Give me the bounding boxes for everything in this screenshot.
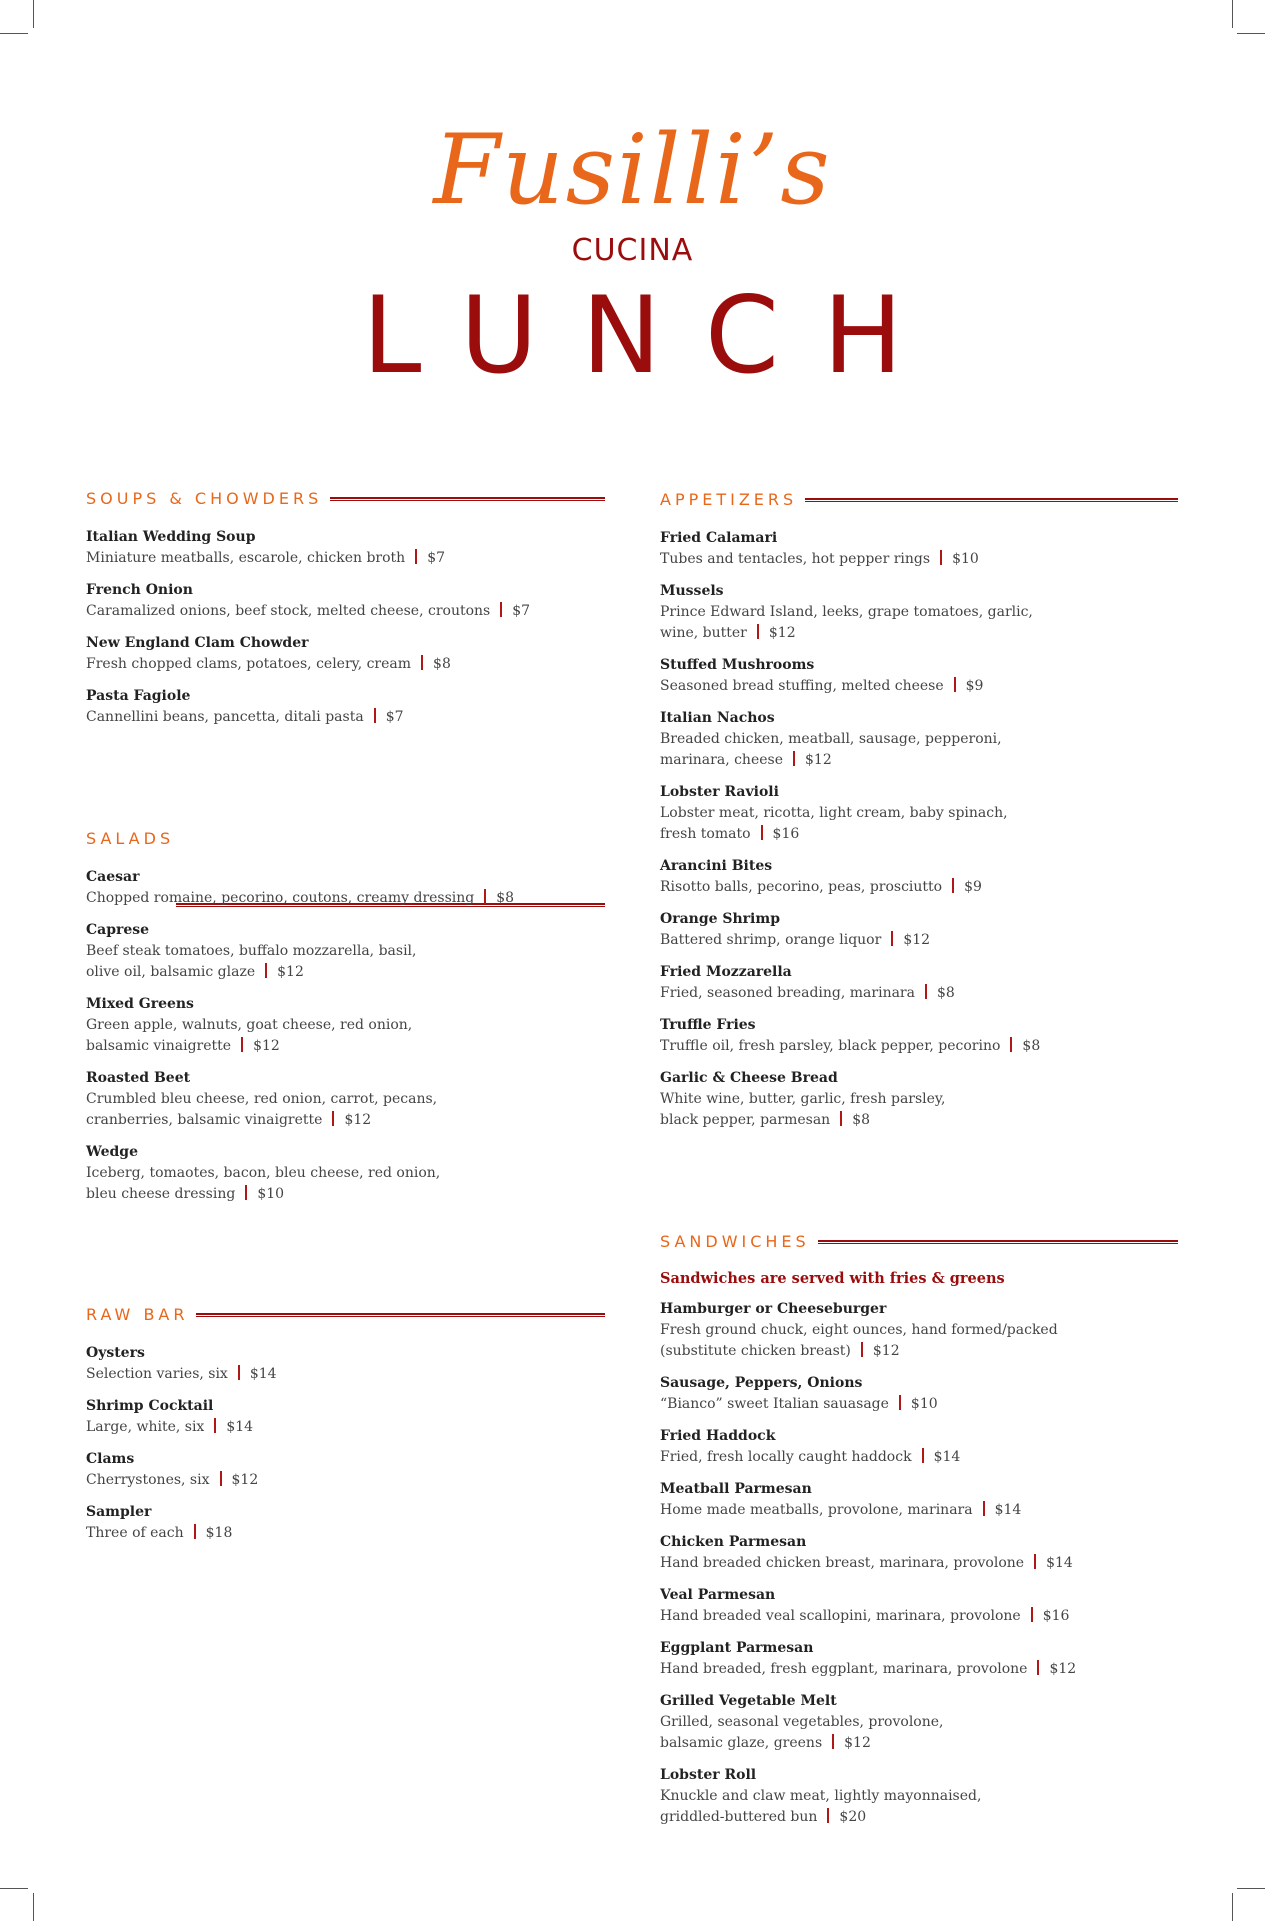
price-separator — [1010, 1037, 1012, 1052]
price-separator — [840, 1111, 842, 1126]
item-description-text: Seasoned bread stuffing, melted cheese — [660, 678, 944, 694]
item-description — [86, 1523, 605, 1544]
item-description — [660, 1341, 1178, 1362]
item-price: $20 — [839, 1809, 867, 1825]
item-description — [660, 549, 1178, 570]
item-name: Mussels — [660, 583, 724, 599]
item-description — [86, 1364, 605, 1385]
item-description-text: Battered shrimp, orange liquor — [660, 932, 882, 948]
item-description-text: Cherrystones, six — [86, 1472, 210, 1488]
item-name: Fried Calamari — [660, 530, 778, 546]
item-description — [660, 1500, 1178, 1521]
menu-item — [86, 1502, 605, 1544]
menu-item — [660, 708, 1178, 771]
price-separator — [214, 1418, 216, 1433]
item-description — [86, 601, 605, 622]
item-name: Italian Wedding Soup — [86, 529, 256, 545]
item-description — [660, 1036, 1178, 1057]
item-description-text: White wine, butter, garlic, fresh parsley, — [660, 1091, 946, 1107]
menu-item — [86, 1343, 605, 1385]
menu-item — [86, 1142, 605, 1205]
item-name: Sampler — [86, 1504, 152, 1520]
item-name: Fried Haddock — [660, 1428, 776, 1444]
item-description-text: black pepper, parmesan — [660, 1112, 831, 1128]
item-price: $8 — [852, 1112, 871, 1128]
item-name: Italian Nachos — [660, 710, 775, 726]
item-name: Clams — [86, 1451, 135, 1467]
price-separator — [238, 1365, 240, 1380]
item-price: $12 — [844, 1735, 871, 1751]
crop-mark — [33, 0, 34, 28]
section-header — [86, 1302, 605, 1326]
item-price: $12 — [768, 625, 796, 641]
item-description-text: “Bianco” sweet Italian sauasage — [660, 1396, 889, 1412]
menu-item — [86, 686, 605, 728]
item-description — [86, 1110, 605, 1131]
item-description — [660, 1320, 1178, 1341]
item-price: $10 — [952, 551, 979, 567]
item-description — [86, 962, 605, 983]
item-name: Caesar — [86, 869, 140, 885]
item-description — [660, 1786, 1178, 1807]
item-name: Sausage, Peppers, Onions — [660, 1375, 863, 1391]
item-description — [86, 1417, 605, 1438]
item-name: Lobster Ravioli — [660, 784, 779, 800]
item-price: $8 — [496, 890, 515, 906]
item-price: $10 — [910, 1396, 938, 1412]
menu-item — [660, 1638, 1178, 1680]
item-description — [86, 548, 605, 569]
menu-item — [86, 1396, 605, 1438]
item-price: $10 — [257, 1186, 285, 1202]
item-description — [86, 1015, 605, 1036]
menu-item — [660, 1765, 1178, 1828]
item-name: Meatball Parmesan — [660, 1481, 812, 1497]
price-separator — [861, 1342, 863, 1357]
item-description-text: balsamic vinaigrette — [86, 1038, 232, 1054]
item-price: $12 — [805, 752, 832, 768]
item-description-text: Lobster meat, ricotta, light cream, baby spinach, — [660, 805, 1008, 821]
item-description — [660, 1447, 1178, 1468]
item-description — [660, 1110, 1178, 1131]
price-separator — [484, 889, 486, 904]
menu-item — [660, 528, 1178, 570]
price-separator — [827, 1808, 829, 1823]
item-description — [86, 888, 605, 909]
item-description-text: fresh tomato — [660, 826, 751, 842]
item-description — [660, 676, 1178, 697]
menu-item — [660, 655, 1178, 697]
menu-item — [660, 782, 1178, 845]
price-separator — [220, 1471, 222, 1486]
section-rule — [196, 1313, 605, 1317]
menu-item — [660, 1585, 1178, 1627]
item-description — [660, 1089, 1178, 1110]
item-name: New England Clam Chowder — [86, 635, 309, 651]
section-title: SALADS — [86, 828, 175, 848]
item-price: $18 — [205, 1525, 233, 1541]
item-description-text: Breaded chicken, meatball, sausage, pepperoni, — [660, 731, 1002, 747]
item-name: Grilled Vegetable Melt — [660, 1693, 837, 1709]
section-rule — [330, 497, 605, 501]
crop-mark — [1232, 0, 1233, 28]
item-description-text: balsamic glaze, greens — [660, 1735, 823, 1751]
menu-item — [660, 1068, 1178, 1131]
menu-section — [660, 1229, 1178, 1839]
item-description-text: Truffle oil, fresh parsley, black pepper, pecorino — [660, 1038, 1001, 1054]
price-separator — [241, 1037, 243, 1052]
price-separator — [954, 677, 956, 692]
item-price: $14 — [1046, 1555, 1073, 1571]
item-description-text: Prince Edward Island, leeks, grape tomatoes, garlic, — [660, 604, 1033, 620]
item-description-text: Three of each — [86, 1525, 184, 1541]
item-name: Chicken Parmesan — [660, 1534, 807, 1550]
item-description — [660, 1733, 1178, 1754]
item-description — [660, 1394, 1178, 1415]
menu-item — [660, 1426, 1178, 1468]
item-description — [660, 602, 1178, 623]
price-separator — [925, 984, 927, 999]
item-name: Wedge — [86, 1144, 138, 1160]
menu-item — [86, 920, 605, 983]
menu-item — [660, 909, 1178, 951]
item-price: $14 — [249, 1366, 277, 1382]
item-price: $14 — [226, 1419, 254, 1435]
menu-item — [660, 581, 1178, 644]
crop-mark — [1232, 1893, 1233, 1921]
item-description-text: Large, white, six — [86, 1419, 205, 1435]
section-title: APPETIZERS — [660, 489, 798, 509]
item-name: Caprese — [86, 922, 150, 938]
item-description — [86, 707, 605, 728]
item-description-text: cranberries, balsamic vinaigrette — [86, 1112, 323, 1128]
item-description-text: (substitute chicken breast) — [660, 1343, 851, 1359]
item-description — [86, 941, 605, 962]
item-price: $12 — [1049, 1661, 1077, 1677]
item-price: $14 — [994, 1502, 1022, 1518]
item-description — [86, 1470, 605, 1491]
price-separator — [245, 1185, 247, 1200]
brand-subtitle: CUCINA — [571, 233, 694, 268]
menu-item — [86, 1449, 605, 1491]
item-name: French Onion — [86, 582, 193, 598]
item-price: $8 — [1022, 1038, 1041, 1054]
section-header — [660, 1229, 1178, 1253]
item-price: $12 — [253, 1038, 280, 1054]
section-header — [86, 486, 605, 510]
item-description — [660, 1606, 1178, 1627]
item-description-text: wine, butter — [660, 625, 747, 641]
crop-mark — [33, 1893, 34, 1921]
price-separator — [832, 1734, 834, 1749]
item-price: $8 — [936, 985, 955, 1001]
price-separator — [891, 931, 893, 946]
item-name: Truffle Fries — [660, 1017, 756, 1033]
item-description — [660, 1712, 1178, 1733]
brand-logo-script: Fusilli’s — [433, 114, 832, 226]
price-separator — [793, 751, 795, 766]
price-separator — [922, 1448, 924, 1463]
price-separator — [899, 1395, 901, 1410]
item-name: Eggplant Parmesan — [660, 1640, 814, 1656]
price-separator — [265, 963, 267, 978]
menu-item — [660, 962, 1178, 1004]
crop-mark — [0, 1888, 28, 1889]
menu-title: LUNCH — [362, 274, 947, 397]
item-description-text: Home made meatballs, provolone, marinara — [660, 1502, 973, 1518]
price-separator — [940, 550, 942, 565]
price-separator — [983, 1501, 985, 1516]
item-description-text: Crumbled bleu cheese, red onion, carrot, pecans, — [86, 1091, 438, 1107]
section-header — [660, 487, 1178, 511]
item-description-text: Cannellini beans, pancetta, ditali pasta — [86, 709, 364, 725]
price-separator — [332, 1111, 334, 1126]
item-description — [660, 1659, 1178, 1680]
item-description-text: Chopped romaine, pecorino, coutons, creamy dressing — [86, 890, 475, 906]
item-description-text: Hand breaded veal scallopini, marinara, provolone — [660, 1608, 1021, 1624]
section-title: SOUPS & CHOWDERS — [86, 488, 323, 508]
item-description — [660, 729, 1178, 750]
item-name: Roasted Beet — [86, 1070, 191, 1086]
item-description — [86, 1036, 605, 1057]
item-description — [660, 983, 1178, 1004]
item-name: Arancini Bites — [660, 858, 773, 874]
menu-item — [86, 1068, 605, 1131]
item-name: Hamburger or Cheeseburger — [660, 1301, 887, 1317]
menu-item — [86, 580, 605, 622]
crop-mark — [1237, 33, 1265, 34]
section-title: RAW BAR — [86, 1304, 189, 1324]
menu-item — [86, 527, 605, 569]
item-price: $14 — [933, 1449, 961, 1465]
item-description-text: bleu cheese dressing — [86, 1186, 236, 1202]
item-description — [660, 877, 1178, 898]
item-description-text: griddled-buttered bun — [660, 1809, 818, 1825]
item-price: $9 — [965, 678, 984, 694]
item-description-text: Tubes and tentacles, hot pepper rings — [660, 551, 931, 567]
item-description — [660, 824, 1178, 845]
menu-section — [86, 826, 605, 1216]
item-description-text: Fresh ground chuck, eight ounces, hand formed/packed — [660, 1322, 1058, 1338]
crop-mark — [1237, 1888, 1265, 1889]
crop-mark — [0, 33, 28, 34]
item-description — [660, 930, 1178, 951]
item-price: $9 — [964, 879, 982, 895]
price-separator — [415, 549, 417, 564]
price-separator — [761, 825, 763, 840]
item-description-text: marinara, cheese — [660, 752, 783, 768]
item-price: $16 — [1042, 1608, 1070, 1624]
item-description — [660, 1553, 1178, 1574]
price-separator — [1031, 1607, 1033, 1622]
item-description — [660, 750, 1178, 771]
item-description-text: Hand breaded, fresh eggplant, marinara, provolone — [660, 1661, 1028, 1677]
item-price: $12 — [903, 932, 931, 948]
item-price: $12 — [277, 964, 304, 980]
item-name: Mixed Greens — [86, 996, 194, 1012]
price-separator — [500, 602, 502, 617]
item-price: $7 — [512, 603, 531, 619]
item-description — [86, 654, 605, 675]
item-name: Orange Shrimp — [660, 911, 780, 927]
item-name: Shrimp Cocktail — [86, 1398, 214, 1414]
item-price: $7 — [385, 709, 404, 725]
item-description-text: Fried, fresh locally caught haddock — [660, 1449, 912, 1465]
price-separator — [374, 708, 376, 723]
menu-item — [660, 1373, 1178, 1415]
item-name: Pasta Fagiole — [86, 688, 191, 704]
item-description-text: Risotto balls, pecorino, peas, prosciutto — [660, 879, 943, 895]
item-description-text: Hand breaded chicken breast, marinara, provolone — [660, 1555, 1025, 1571]
item-description — [660, 803, 1178, 824]
menu-section — [86, 486, 605, 739]
menu-item — [86, 867, 605, 909]
item-name: Lobster Roll — [660, 1767, 757, 1783]
menu-item — [660, 1691, 1178, 1754]
section-rule — [818, 1240, 1178, 1244]
item-description-text: olive oil, balsamic glaze — [86, 964, 256, 980]
item-description-text: Fresh chopped clams, potatoes, celery, cream — [86, 656, 412, 672]
item-description-text: Fried, seasoned breading, marinara — [660, 985, 915, 1001]
price-separator — [194, 1524, 196, 1539]
item-description-text: Beef steak tomatoes, buffalo mozzarella, basil, — [86, 943, 417, 959]
item-price: $16 — [772, 826, 800, 842]
item-description — [660, 1807, 1178, 1828]
item-description-text: Selection varies, six — [86, 1366, 228, 1382]
item-name: Oysters — [86, 1345, 145, 1361]
item-description-text: Miniature meatballs, escarole, chicken broth — [86, 550, 406, 566]
item-description-text: Knuckle and claw meat, lightly mayonnaised, — [660, 1788, 982, 1804]
item-description — [86, 1089, 605, 1110]
menu-item — [660, 856, 1178, 898]
item-name: Veal Parmesan — [660, 1587, 776, 1603]
section-title: SANDWICHES — [660, 1231, 810, 1251]
item-description — [86, 1163, 605, 1184]
menu-section — [86, 1302, 605, 1555]
section-rule — [805, 498, 1178, 502]
item-name: Fried Mozzarella — [660, 964, 792, 980]
menu-item — [660, 1015, 1178, 1057]
item-name: Stuffed Mushrooms — [660, 657, 815, 673]
item-description-text: Green apple, walnuts, goat cheese, red onion, — [86, 1017, 413, 1033]
item-name: Garlic & Cheese Bread — [660, 1070, 838, 1086]
menu-item — [86, 633, 605, 675]
item-price: $12 — [344, 1112, 372, 1128]
price-separator — [421, 655, 423, 670]
item-price: $12 — [872, 1343, 900, 1359]
price-separator — [952, 878, 954, 893]
price-separator — [757, 624, 759, 639]
section-header — [86, 826, 605, 850]
item-price: $12 — [231, 1472, 259, 1488]
item-description-text: Caramalized onions, beef stock, melted cheese, croutons — [86, 603, 491, 619]
item-description — [660, 623, 1178, 644]
menu-item — [86, 994, 605, 1057]
item-price: $8 — [433, 656, 451, 672]
price-separator — [1037, 1660, 1039, 1675]
item-description-text: Iceberg, tomaotes, bacon, bleu cheese, red onion, — [86, 1165, 441, 1181]
item-description-text: Grilled, seasonal vegetables, provolone, — [660, 1714, 944, 1730]
menu-item — [660, 1479, 1178, 1521]
menu-item — [660, 1532, 1178, 1574]
menu-item — [660, 1299, 1178, 1362]
price-separator — [1034, 1554, 1036, 1569]
menu-section — [660, 487, 1178, 1142]
item-price: $7 — [427, 550, 446, 566]
section-note: Sandwiches are served with fries & greens — [660, 1270, 1005, 1287]
item-description — [86, 1184, 605, 1205]
